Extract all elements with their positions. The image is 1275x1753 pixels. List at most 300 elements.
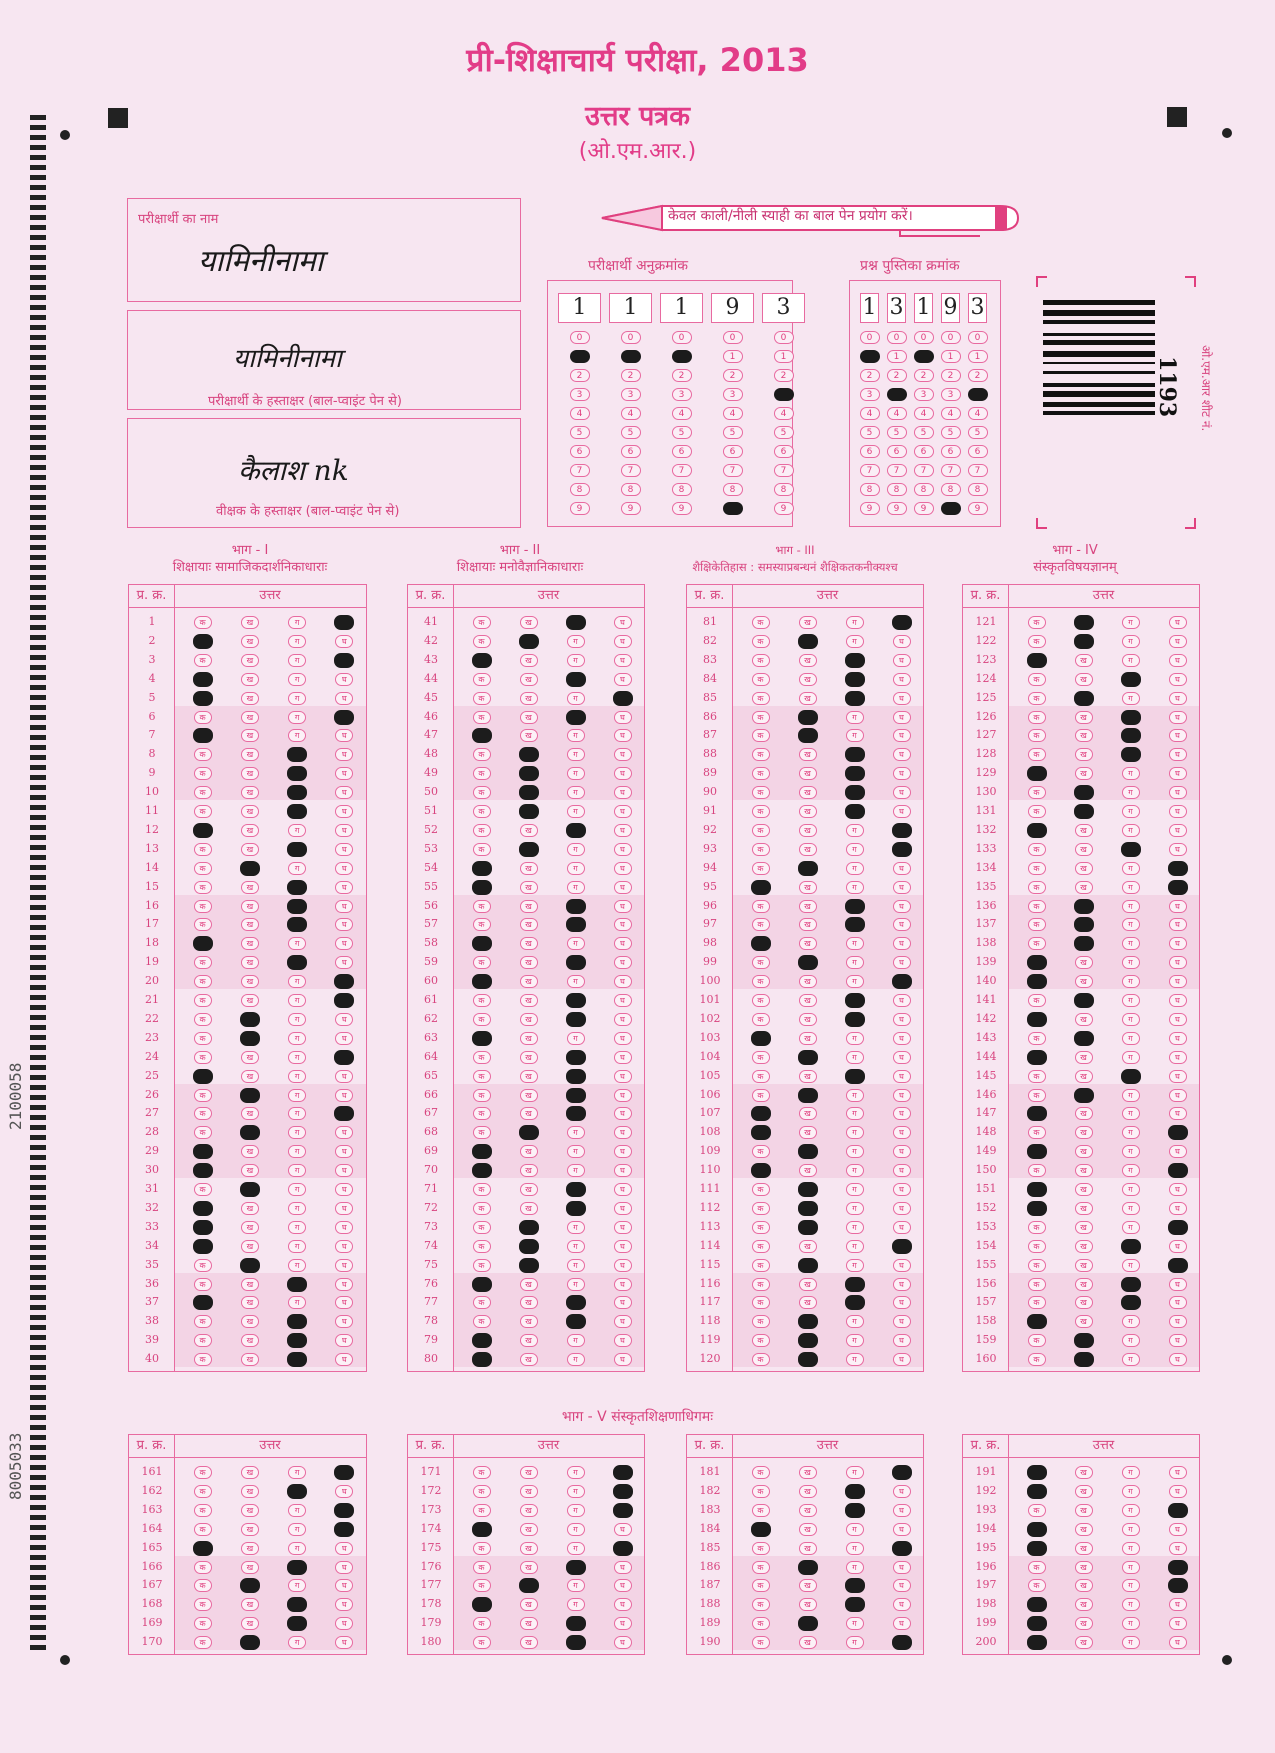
option-bubble[interactable]: ग: [1122, 1164, 1140, 1177]
option-bubble[interactable]: [1168, 1258, 1188, 1273]
option-bubble[interactable]: [566, 1635, 586, 1650]
option-bubble[interactable]: ग: [567, 654, 585, 667]
option-bubble[interactable]: [1121, 710, 1141, 725]
option-bubble[interactable]: [566, 1012, 586, 1027]
option-bubble[interactable]: घ: [614, 616, 632, 629]
option-bubble[interactable]: [1027, 1616, 1047, 1631]
option-bubble[interactable]: [566, 1201, 586, 1216]
option-bubble[interactable]: ख: [241, 843, 259, 856]
option-bubble[interactable]: ग: [288, 994, 306, 1007]
option-bubble[interactable]: क: [194, 1315, 212, 1328]
option-bubble[interactable]: ख: [241, 1561, 259, 1574]
option-bubble[interactable]: [1027, 1635, 1047, 1650]
option-bubble[interactable]: ख: [799, 654, 817, 667]
option-bubble[interactable]: ख: [799, 1296, 817, 1309]
option-bubble[interactable]: [566, 1088, 586, 1103]
option-bubble[interactable]: घ: [1169, 1183, 1187, 1196]
option-bubble[interactable]: ख: [799, 881, 817, 894]
option-bubble[interactable]: ग: [846, 937, 864, 950]
option-bubble[interactable]: ख: [241, 1164, 259, 1177]
option-bubble[interactable]: [1074, 1088, 1094, 1103]
option-bubble[interactable]: क: [194, 786, 212, 799]
option-bubble[interactable]: ख: [520, 1353, 538, 1366]
option-bubble[interactable]: ख: [241, 711, 259, 724]
option-bubble[interactable]: ग: [846, 1051, 864, 1064]
option-bubble[interactable]: घ: [614, 767, 632, 780]
option-bubble[interactable]: ख: [241, 635, 259, 648]
option-bubble[interactable]: क: [194, 1598, 212, 1611]
option-bubble[interactable]: [1074, 615, 1094, 630]
digit-bubble[interactable]: 7: [723, 464, 743, 477]
option-bubble[interactable]: घ: [1169, 1240, 1187, 1253]
option-bubble[interactable]: [566, 615, 586, 630]
option-bubble[interactable]: ख: [799, 767, 817, 780]
option-bubble[interactable]: क: [752, 1579, 770, 1592]
option-bubble[interactable]: ख: [799, 1126, 817, 1139]
option-bubble[interactable]: [287, 747, 307, 762]
option-bubble[interactable]: ग: [567, 729, 585, 742]
option-bubble[interactable]: [1027, 1106, 1047, 1121]
option-bubble[interactable]: घ: [614, 805, 632, 818]
option-bubble[interactable]: [845, 1578, 865, 1593]
option-bubble[interactable]: क: [473, 1126, 491, 1139]
option-bubble[interactable]: घ: [614, 1051, 632, 1064]
option-bubble[interactable]: [472, 1333, 492, 1348]
option-bubble[interactable]: ख: [241, 918, 259, 931]
option-bubble[interactable]: [751, 1163, 771, 1178]
option-bubble[interactable]: क: [473, 1617, 491, 1630]
option-bubble[interactable]: ग: [288, 1504, 306, 1517]
option-bubble[interactable]: घ: [335, 1579, 353, 1592]
digit-bubble[interactable]: 1: [968, 350, 988, 363]
option-bubble[interactable]: ग: [846, 616, 864, 629]
option-bubble[interactable]: घ: [1169, 786, 1187, 799]
option-bubble[interactable]: घ: [335, 843, 353, 856]
option-bubble[interactable]: ग: [1122, 616, 1140, 629]
digit-bubble[interactable]: 6: [570, 445, 590, 458]
option-bubble[interactable]: क: [194, 1013, 212, 1026]
option-bubble[interactable]: [1074, 804, 1094, 819]
option-bubble[interactable]: ख: [799, 1240, 817, 1253]
option-bubble[interactable]: ग: [846, 1221, 864, 1234]
option-bubble[interactable]: [892, 615, 912, 630]
option-bubble[interactable]: [334, 615, 354, 630]
option-bubble[interactable]: क: [752, 1145, 770, 1158]
option-bubble[interactable]: घ: [335, 1202, 353, 1215]
option-bubble[interactable]: ग: [1122, 1126, 1140, 1139]
option-bubble[interactable]: ख: [1075, 824, 1093, 837]
option-bubble[interactable]: क: [1028, 1278, 1046, 1291]
option-bubble[interactable]: [566, 917, 586, 932]
option-bubble[interactable]: [566, 1106, 586, 1121]
option-bubble[interactable]: [472, 1597, 492, 1612]
option-bubble[interactable]: क: [194, 1107, 212, 1120]
option-bubble[interactable]: [472, 1352, 492, 1367]
option-bubble[interactable]: क: [752, 1089, 770, 1102]
digit-bubble[interactable]: [621, 350, 641, 363]
option-bubble[interactable]: [798, 955, 818, 970]
option-bubble[interactable]: क: [194, 1183, 212, 1196]
option-bubble[interactable]: [334, 1465, 354, 1480]
option-bubble[interactable]: ख: [520, 654, 538, 667]
option-bubble[interactable]: ख: [799, 1466, 817, 1479]
option-bubble[interactable]: ग: [1122, 1013, 1140, 1026]
option-bubble[interactable]: [892, 1465, 912, 1480]
option-bubble[interactable]: [193, 1295, 213, 1310]
option-bubble[interactable]: [472, 1163, 492, 1178]
option-bubble[interactable]: क: [473, 786, 491, 799]
option-bubble[interactable]: घ: [1169, 1296, 1187, 1309]
option-bubble[interactable]: ग: [1122, 1145, 1140, 1158]
option-bubble[interactable]: घ: [335, 1259, 353, 1272]
option-bubble[interactable]: ख: [1075, 1013, 1093, 1026]
option-bubble[interactable]: ग: [567, 1126, 585, 1139]
option-bubble[interactable]: [798, 710, 818, 725]
option-bubble[interactable]: [892, 1541, 912, 1556]
digit-bubble[interactable]: 2: [887, 369, 907, 382]
option-bubble[interactable]: [1027, 1182, 1047, 1197]
option-bubble[interactable]: घ: [1169, 1070, 1187, 1083]
option-bubble[interactable]: क: [1028, 616, 1046, 629]
option-bubble[interactable]: क: [1028, 635, 1046, 648]
option-bubble[interactable]: [1121, 728, 1141, 743]
option-bubble[interactable]: [519, 1578, 539, 1593]
option-bubble[interactable]: [1074, 993, 1094, 1008]
option-bubble[interactable]: ग: [1122, 1504, 1140, 1517]
option-bubble[interactable]: घ: [893, 767, 911, 780]
option-bubble[interactable]: क: [1028, 1579, 1046, 1592]
digit-bubble[interactable]: 2: [621, 369, 641, 382]
digit-bubble[interactable]: [968, 388, 988, 401]
option-bubble[interactable]: [1027, 1522, 1047, 1537]
option-bubble[interactable]: ख: [1075, 881, 1093, 894]
option-bubble[interactable]: [472, 1277, 492, 1292]
digit-bubble[interactable]: 6: [621, 445, 641, 458]
option-bubble[interactable]: [240, 1182, 260, 1197]
digit-bubble[interactable]: 0: [887, 331, 907, 344]
option-bubble[interactable]: [193, 1144, 213, 1159]
option-bubble[interactable]: क: [194, 805, 212, 818]
option-bubble[interactable]: ग: [1122, 635, 1140, 648]
option-bubble[interactable]: [1027, 1050, 1047, 1065]
option-bubble[interactable]: ख: [520, 711, 538, 724]
option-bubble[interactable]: [1027, 1314, 1047, 1329]
option-bubble[interactable]: घ: [614, 1259, 632, 1272]
option-bubble[interactable]: क: [473, 1240, 491, 1253]
option-bubble[interactable]: क: [1028, 1353, 1046, 1366]
option-bubble[interactable]: घ: [893, 1032, 911, 1045]
option-bubble[interactable]: ग: [1122, 1598, 1140, 1611]
digit-bubble[interactable]: 5: [887, 426, 907, 439]
option-bubble[interactable]: [845, 1295, 865, 1310]
option-bubble[interactable]: क: [752, 692, 770, 705]
option-bubble[interactable]: ख: [520, 1183, 538, 1196]
option-bubble[interactable]: [566, 1314, 586, 1329]
option-bubble[interactable]: [613, 1503, 633, 1518]
option-bubble[interactable]: क: [752, 1542, 770, 1555]
option-bubble[interactable]: क: [1028, 1240, 1046, 1253]
option-bubble[interactable]: क: [752, 673, 770, 686]
option-bubble[interactable]: क: [752, 1315, 770, 1328]
option-bubble[interactable]: क: [752, 654, 770, 667]
option-bubble[interactable]: घ: [1169, 1542, 1187, 1555]
option-bubble[interactable]: ग: [1122, 1542, 1140, 1555]
digit-bubble[interactable]: 3: [570, 388, 590, 401]
option-bubble[interactable]: [519, 766, 539, 781]
option-bubble[interactable]: ग: [288, 862, 306, 875]
option-bubble[interactable]: ख: [1075, 654, 1093, 667]
option-bubble[interactable]: घ: [893, 1259, 911, 1272]
option-bubble[interactable]: क: [752, 1466, 770, 1479]
option-bubble[interactable]: क: [752, 1636, 770, 1649]
option-bubble[interactable]: [1168, 1125, 1188, 1140]
option-bubble[interactable]: क: [1028, 673, 1046, 686]
option-bubble[interactable]: ग: [1122, 918, 1140, 931]
option-bubble[interactable]: [613, 1541, 633, 1556]
digit-bubble[interactable]: 5: [672, 426, 692, 439]
option-bubble[interactable]: घ: [335, 635, 353, 648]
option-bubble[interactable]: घ: [614, 994, 632, 1007]
option-bubble[interactable]: क: [473, 1089, 491, 1102]
option-bubble[interactable]: क: [1028, 937, 1046, 950]
digit-bubble[interactable]: 3: [914, 388, 934, 401]
option-bubble[interactable]: ख: [799, 1070, 817, 1083]
option-bubble[interactable]: क: [1028, 900, 1046, 913]
option-bubble[interactable]: [566, 672, 586, 687]
option-bubble[interactable]: [193, 672, 213, 687]
option-bubble[interactable]: ग: [846, 843, 864, 856]
digit-bubble[interactable]: 4: [860, 407, 880, 420]
option-bubble[interactable]: ग: [567, 1353, 585, 1366]
digit-bubble[interactable]: 4: [914, 407, 934, 420]
option-bubble[interactable]: ग: [1122, 1259, 1140, 1272]
option-bubble[interactable]: ख: [520, 1107, 538, 1120]
option-bubble[interactable]: ग: [288, 692, 306, 705]
option-bubble[interactable]: [1027, 1201, 1047, 1216]
option-bubble[interactable]: [566, 1182, 586, 1197]
option-bubble[interactable]: घ: [335, 1542, 353, 1555]
digit-bubble[interactable]: 2: [860, 369, 880, 382]
digit-bubble[interactable]: 8: [723, 483, 743, 496]
option-bubble[interactable]: [845, 1277, 865, 1292]
option-bubble[interactable]: ग: [567, 843, 585, 856]
option-bubble[interactable]: क: [1028, 1164, 1046, 1177]
digit-bubble[interactable]: 2: [914, 369, 934, 382]
option-bubble[interactable]: घ: [335, 673, 353, 686]
option-bubble[interactable]: ग: [1122, 956, 1140, 969]
option-bubble[interactable]: ख: [1075, 1259, 1093, 1272]
option-bubble[interactable]: [519, 785, 539, 800]
option-bubble[interactable]: ख: [241, 1221, 259, 1234]
option-bubble[interactable]: ख: [241, 673, 259, 686]
digit-bubble[interactable]: 0: [621, 331, 641, 344]
option-bubble[interactable]: ग: [288, 1183, 306, 1196]
option-bubble[interactable]: ख: [799, 975, 817, 988]
option-bubble[interactable]: घ: [893, 1221, 911, 1234]
option-bubble[interactable]: ग: [567, 1145, 585, 1158]
option-bubble[interactable]: ग: [846, 729, 864, 742]
option-bubble[interactable]: [1168, 1503, 1188, 1518]
option-bubble[interactable]: [287, 917, 307, 932]
option-bubble[interactable]: ख: [1075, 1296, 1093, 1309]
option-bubble[interactable]: घ: [893, 956, 911, 969]
digit-bubble[interactable]: 7: [887, 464, 907, 477]
option-bubble[interactable]: [519, 1125, 539, 1140]
option-bubble[interactable]: क: [194, 900, 212, 913]
option-bubble[interactable]: [845, 1484, 865, 1499]
option-bubble[interactable]: क: [752, 635, 770, 648]
option-bubble[interactable]: क: [194, 1278, 212, 1291]
option-bubble[interactable]: ग: [288, 711, 306, 724]
option-bubble[interactable]: ख: [241, 805, 259, 818]
option-bubble[interactable]: ग: [567, 1240, 585, 1253]
option-bubble[interactable]: घ: [614, 635, 632, 648]
option-bubble[interactable]: घ: [614, 748, 632, 761]
option-bubble[interactable]: घ: [1169, 805, 1187, 818]
option-bubble[interactable]: क: [1028, 748, 1046, 761]
option-bubble[interactable]: ख: [799, 937, 817, 950]
option-bubble[interactable]: क: [752, 729, 770, 742]
option-bubble[interactable]: घ: [614, 729, 632, 742]
option-bubble[interactable]: घ: [1169, 711, 1187, 724]
option-bubble[interactable]: [798, 1050, 818, 1065]
option-bubble[interactable]: ग: [846, 711, 864, 724]
option-bubble[interactable]: घ: [893, 1070, 911, 1083]
option-bubble[interactable]: घ: [335, 1032, 353, 1045]
option-bubble[interactable]: घ: [335, 1561, 353, 1574]
option-bubble[interactable]: [287, 842, 307, 857]
option-bubble[interactable]: ख: [1075, 1051, 1093, 1064]
option-bubble[interactable]: [798, 1201, 818, 1216]
option-bubble[interactable]: [519, 1220, 539, 1235]
option-bubble[interactable]: घ: [893, 654, 911, 667]
option-bubble[interactable]: [1027, 1465, 1047, 1480]
option-bubble[interactable]: ग: [1122, 1523, 1140, 1536]
option-bubble[interactable]: घ: [335, 748, 353, 761]
option-bubble[interactable]: [566, 899, 586, 914]
option-bubble[interactable]: [287, 1484, 307, 1499]
option-bubble[interactable]: घ: [893, 1183, 911, 1196]
digit-bubble[interactable]: 3: [672, 388, 692, 401]
option-bubble[interactable]: घ: [614, 1183, 632, 1196]
option-bubble[interactable]: [1168, 1163, 1188, 1178]
option-bubble[interactable]: [1121, 747, 1141, 762]
option-bubble[interactable]: [287, 899, 307, 914]
digit-bubble[interactable]: 2: [672, 369, 692, 382]
option-bubble[interactable]: घ: [1169, 767, 1187, 780]
option-bubble[interactable]: घ: [1169, 748, 1187, 761]
option-bubble[interactable]: ग: [846, 1089, 864, 1102]
option-bubble[interactable]: घ: [893, 1485, 911, 1498]
option-bubble[interactable]: ग: [1122, 881, 1140, 894]
option-bubble[interactable]: घ: [335, 805, 353, 818]
option-bubble[interactable]: ग: [567, 1598, 585, 1611]
option-bubble[interactable]: ख: [799, 1013, 817, 1026]
option-bubble[interactable]: घ: [1169, 692, 1187, 705]
option-bubble[interactable]: घ: [335, 1145, 353, 1158]
option-bubble[interactable]: क: [473, 1561, 491, 1574]
option-bubble[interactable]: [751, 1031, 771, 1046]
option-bubble[interactable]: घ: [1169, 654, 1187, 667]
option-bubble[interactable]: ग: [1122, 654, 1140, 667]
option-bubble[interactable]: ख: [799, 673, 817, 686]
option-bubble[interactable]: ग: [288, 975, 306, 988]
option-bubble[interactable]: घ: [1169, 1013, 1187, 1026]
option-bubble[interactable]: घ: [893, 1089, 911, 1102]
option-bubble[interactable]: क: [752, 956, 770, 969]
option-bubble[interactable]: ख: [520, 994, 538, 1007]
option-bubble[interactable]: [845, 766, 865, 781]
option-bubble[interactable]: [334, 993, 354, 1008]
digit-bubble[interactable]: 0: [723, 331, 743, 344]
option-bubble[interactable]: ग: [1122, 900, 1140, 913]
digit-bubble[interactable]: 0: [860, 331, 880, 344]
digit-bubble[interactable]: 7: [941, 464, 961, 477]
option-bubble[interactable]: [472, 1031, 492, 1046]
option-bubble[interactable]: [193, 728, 213, 743]
option-bubble[interactable]: ग: [567, 1579, 585, 1592]
option-bubble[interactable]: ख: [520, 1315, 538, 1328]
option-bubble[interactable]: ग: [567, 1504, 585, 1517]
option-bubble[interactable]: घ: [335, 729, 353, 742]
option-bubble[interactable]: ग: [567, 1523, 585, 1536]
digit-bubble[interactable]: 0: [914, 331, 934, 344]
option-bubble[interactable]: क: [752, 805, 770, 818]
option-bubble[interactable]: ग: [288, 1145, 306, 1158]
option-bubble[interactable]: क: [752, 1561, 770, 1574]
option-bubble[interactable]: क: [752, 1485, 770, 1498]
option-bubble[interactable]: क: [473, 956, 491, 969]
option-bubble[interactable]: ख: [799, 1164, 817, 1177]
option-bubble[interactable]: घ: [335, 1636, 353, 1649]
option-bubble[interactable]: क: [473, 1202, 491, 1215]
option-bubble[interactable]: [1074, 936, 1094, 951]
option-bubble[interactable]: क: [1028, 805, 1046, 818]
digit-bubble[interactable]: 5: [774, 426, 794, 439]
option-bubble[interactable]: [566, 1295, 586, 1310]
option-bubble[interactable]: [334, 1106, 354, 1121]
option-bubble[interactable]: [798, 1088, 818, 1103]
option-bubble[interactable]: घ: [614, 824, 632, 837]
option-bubble[interactable]: घ: [614, 1278, 632, 1291]
option-bubble[interactable]: ख: [241, 654, 259, 667]
digit-bubble[interactable]: 8: [914, 483, 934, 496]
option-bubble[interactable]: [472, 653, 492, 668]
option-bubble[interactable]: ग: [567, 937, 585, 950]
option-bubble[interactable]: घ: [614, 1598, 632, 1611]
option-bubble[interactable]: ख: [520, 1089, 538, 1102]
option-bubble[interactable]: ग: [846, 824, 864, 837]
option-bubble[interactable]: घ: [893, 635, 911, 648]
option-bubble[interactable]: ग: [846, 1523, 864, 1536]
option-bubble[interactable]: ग: [1122, 1032, 1140, 1045]
option-bubble[interactable]: ख: [799, 1542, 817, 1555]
option-bubble[interactable]: [566, 1050, 586, 1065]
option-bubble[interactable]: घ: [893, 1126, 911, 1139]
option-bubble[interactable]: ख: [241, 1617, 259, 1630]
option-bubble[interactable]: ख: [520, 1334, 538, 1347]
option-bubble[interactable]: ख: [520, 975, 538, 988]
option-bubble[interactable]: ग: [846, 1126, 864, 1139]
option-bubble[interactable]: घ: [614, 1334, 632, 1347]
option-bubble[interactable]: घ: [893, 1202, 911, 1215]
option-bubble[interactable]: [1027, 823, 1047, 838]
option-bubble[interactable]: ग: [567, 692, 585, 705]
option-bubble[interactable]: [472, 1144, 492, 1159]
option-bubble[interactable]: क: [1028, 994, 1046, 1007]
option-bubble[interactable]: ग: [288, 1579, 306, 1592]
option-bubble[interactable]: घ: [1169, 1353, 1187, 1366]
